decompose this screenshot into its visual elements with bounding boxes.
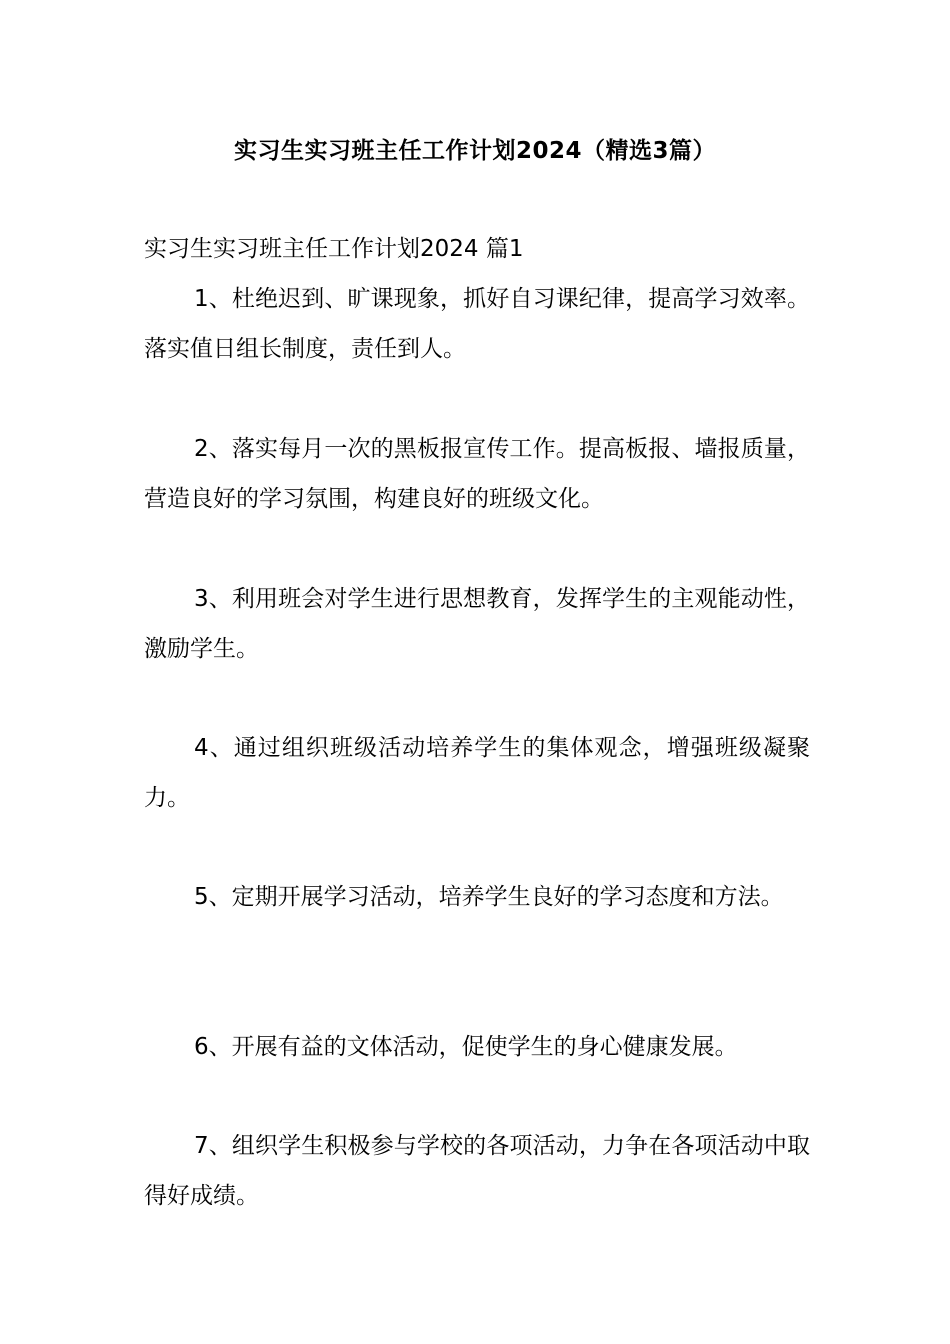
paragraph-item-1: 1、杜绝迟到、旷课现象，抓好自习课纪律，提高学习效率。落实值日组长制度，责任到人。 [144,286,810,362]
section-heading: 实习生实习班主任工作计划2024 篇1 [144,236,524,262]
paragraph-item-4: 4、通过组织班级活动培养学生的集体观念，增强班级凝聚力。 [144,735,810,811]
paragraph-item-6: 6、开展有益的文体活动，促使学生的身心健康发展。 [194,1034,738,1060]
paragraph-item-3: 3、利用班会对学生进行思想教育，发挥学生的主观能动性，激励学生。 [144,586,810,662]
paragraph-item-5: 5、定期开展学习活动，培养学生良好的学习态度和方法。 [194,884,784,910]
paragraph-item-2: 2、落实每月一次的黑板报宣传工作。提高板报、墙报质量，营造良好的学习氛围，构建良好的班级文化。 [144,436,810,512]
paragraph-item-7: 7、组织学生积极参与学校的各项活动，力争在各项活动中取得好成绩。 [144,1133,810,1209]
document-title: 实习生实习班主任工作计划2024（精选3篇） [233,138,717,164]
